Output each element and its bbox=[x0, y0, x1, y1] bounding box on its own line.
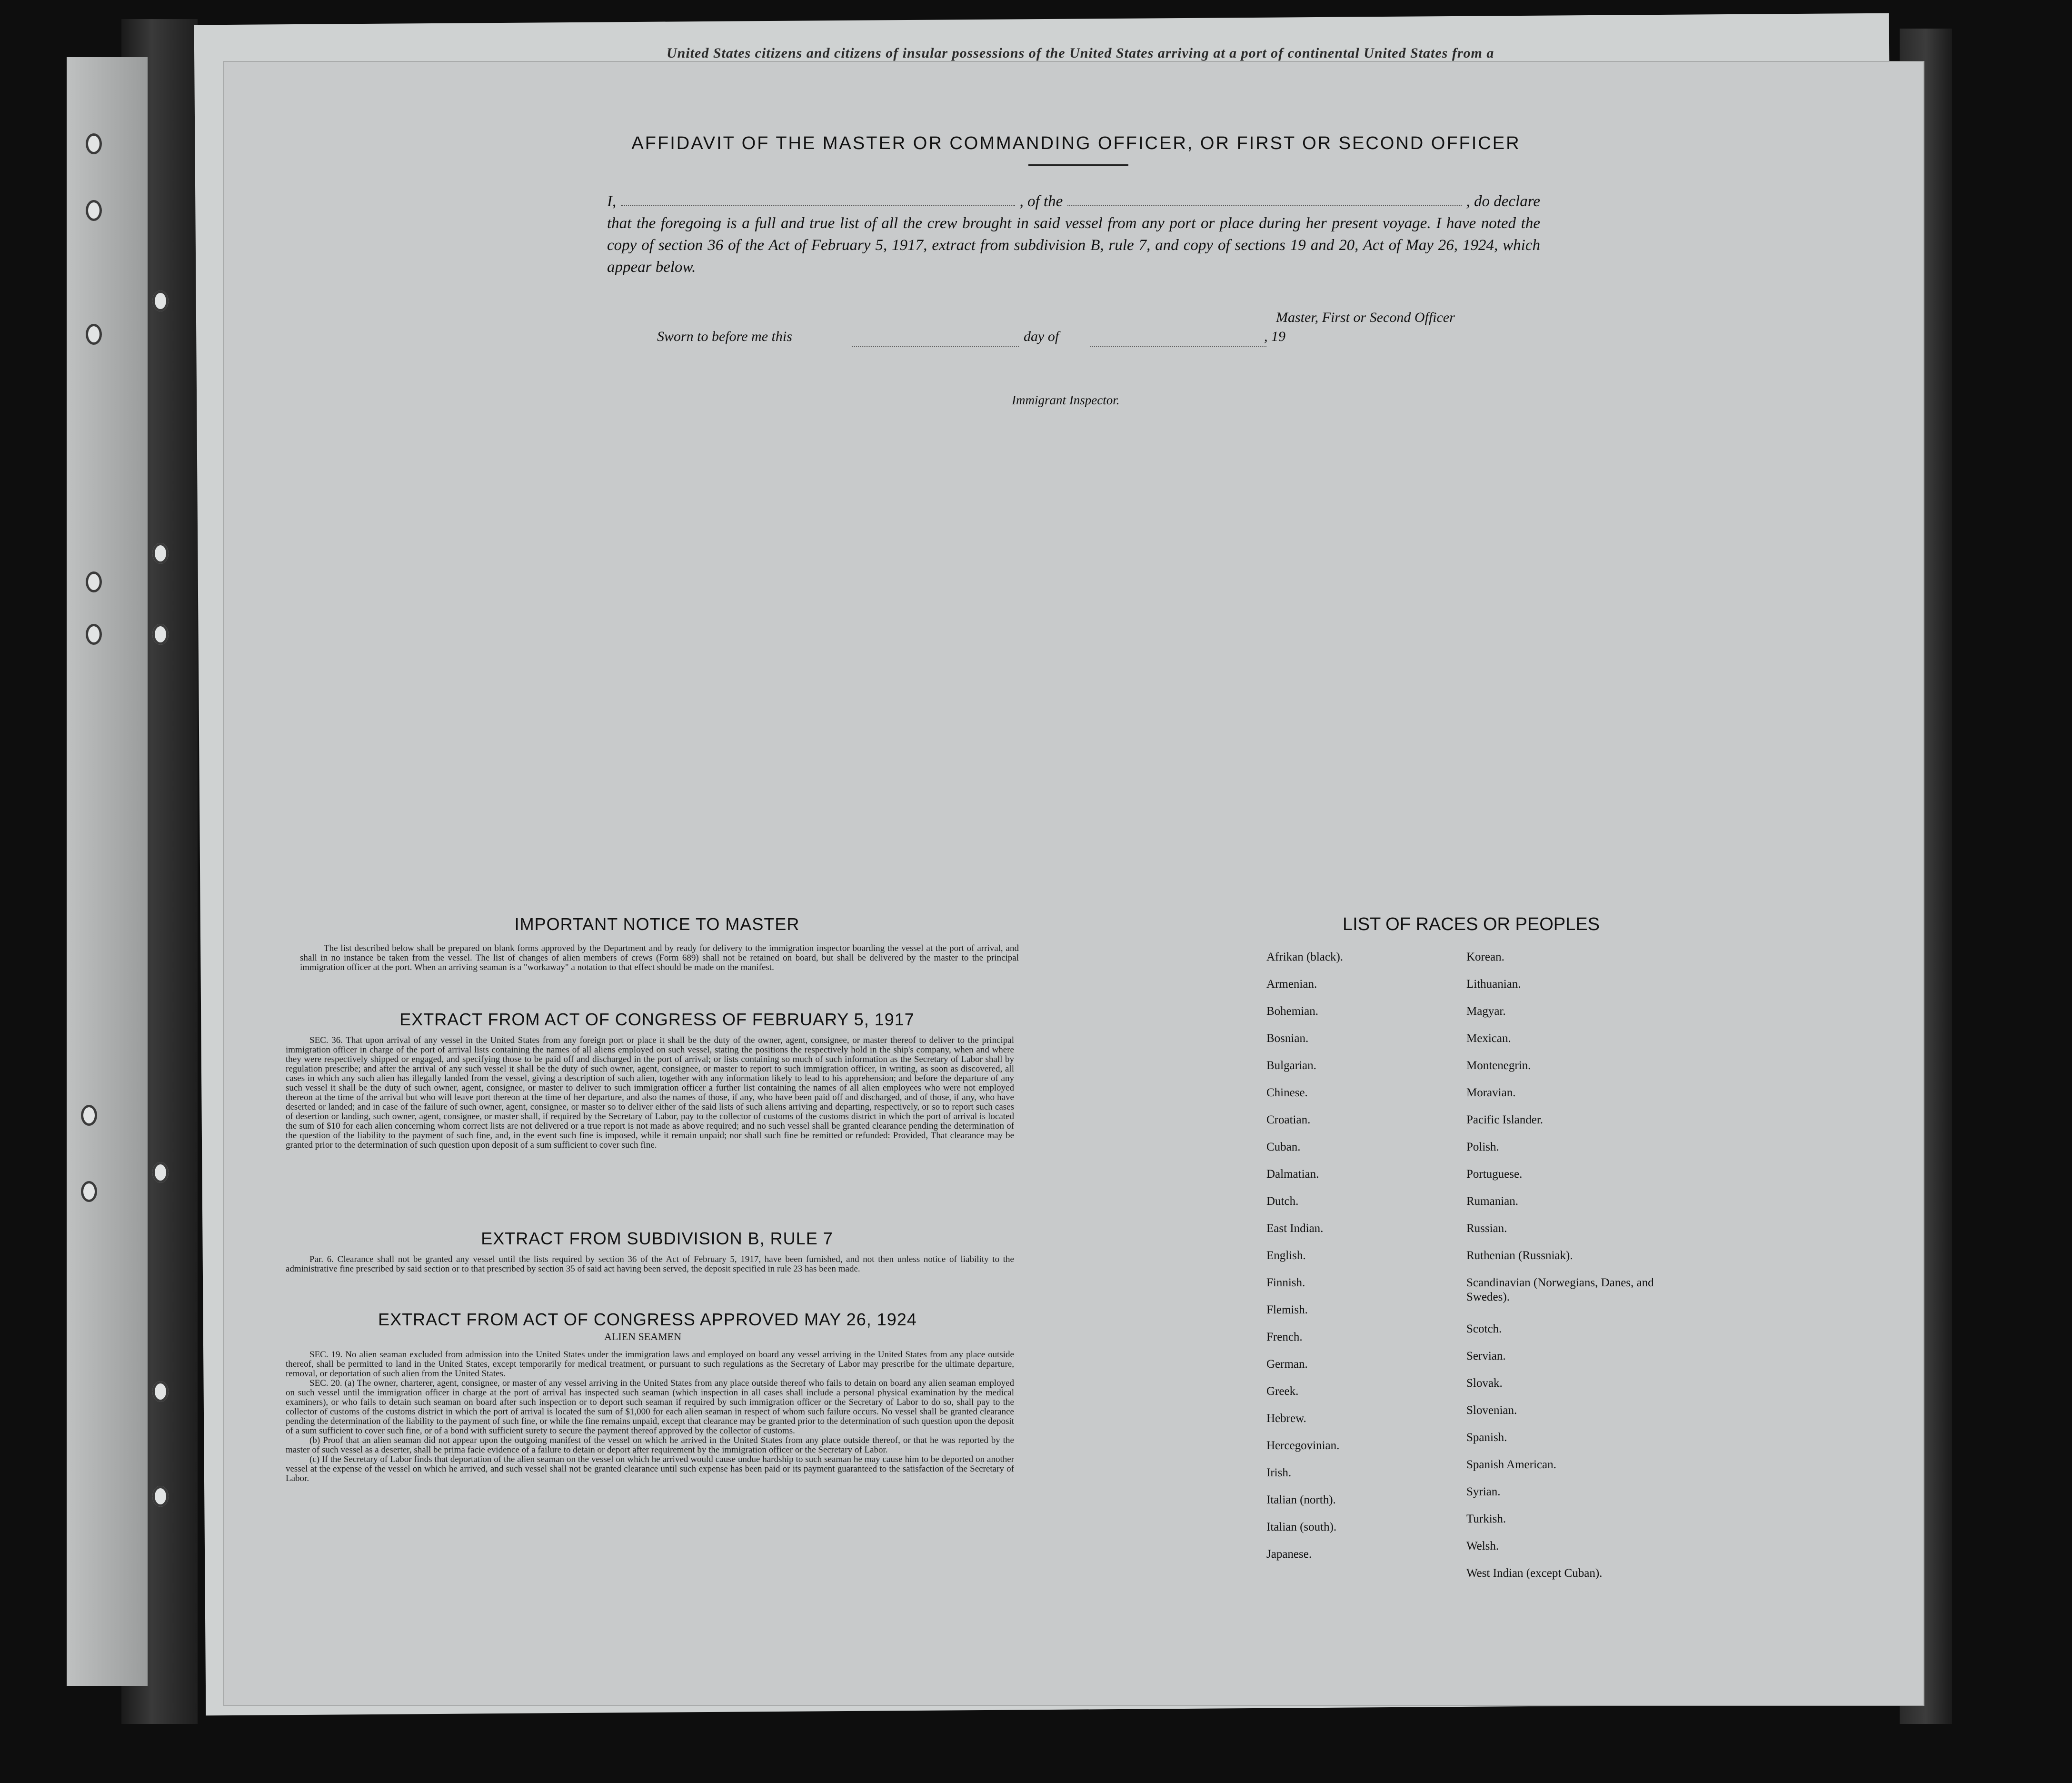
race-item: Flemish. bbox=[1266, 1303, 1308, 1316]
race-item: Chinese. bbox=[1266, 1086, 1308, 1099]
race-item: Cuban. bbox=[1266, 1141, 1301, 1153]
binder-hole-icon bbox=[86, 571, 102, 592]
binder-hole-icon bbox=[152, 1486, 169, 1507]
act-1924-sec20a: SEC. 20. (a) The owner, charterer, agent, consignee, or master of any vessel arriving in the United States from any place outside thereof who fails to detain on board any alien seaman employed on such vessel until the immigration officer in charge at the port of arrival has inspected such seaman (which inspection in all cases shall include a personal physical examination by the medical examiners), or who fails to detain such seaman on board after such inspection or to deport such seaman if required by such immigration officer or the Secretary of Labor to do so, shall pay to the collector of customs of the customs district in which the port of arrival is located the sum of $1,000 for each alien seaman in respect of whom such failure occurs. No vessel shall be granted clearance pending the determination of the liability to the payment of such fine, or while the fine remains unpaid, except that clearance may be granted prior to the determination of such question upon the deposit of a sum sufficient to cover such fine, or of a bond with sufficient surety to secure the payment thereof approved by the collector of customs. bbox=[286, 1378, 1014, 1436]
affidavit-declaration bbox=[607, 190, 1540, 278]
declaration-of-the: , of the bbox=[1019, 193, 1063, 210]
race-item: Turkish. bbox=[1466, 1513, 1506, 1525]
binder-hole-icon bbox=[152, 543, 169, 564]
race-item: Greek. bbox=[1266, 1385, 1299, 1398]
races-title: LIST OF RACES OR PEOPLES bbox=[1343, 914, 1600, 934]
binder-hole-icon bbox=[86, 624, 102, 645]
race-item: Magyar. bbox=[1466, 1005, 1506, 1018]
race-item: Korean. bbox=[1466, 951, 1504, 963]
race-item: Slovenian. bbox=[1466, 1404, 1517, 1417]
vessel-blank bbox=[1067, 196, 1461, 206]
month-blank bbox=[1090, 336, 1266, 347]
race-item: Afrikan (black). bbox=[1266, 951, 1344, 963]
races-column-2 bbox=[1466, 950, 1666, 1593]
race-item: French. bbox=[1266, 1331, 1303, 1343]
act-1924-subtitle: ALIEN SEAMEN bbox=[604, 1331, 681, 1342]
notice-text bbox=[300, 944, 1019, 972]
race-item: Syrian. bbox=[1466, 1485, 1501, 1498]
title-rule bbox=[1028, 164, 1128, 166]
act-1924-text bbox=[286, 1350, 1014, 1483]
act-1917-text bbox=[286, 1036, 1014, 1150]
rule-7-text bbox=[286, 1255, 1014, 1274]
race-item: Italian (north). bbox=[1266, 1493, 1336, 1506]
declaration-text: that the foregoing is a full and true list of all the crew brought in said vessel from any port or place during her present voyage. I have noted the copy of section 36 of the Act of February 5, 1917, extract from subdivision B, rule 7, and copy of sections 19 and 20, Act of May 26, 1924, which appear below. bbox=[607, 215, 1540, 276]
page-edge-left bbox=[67, 57, 148, 1686]
act-1924-sec20b: (b) Proof that an alien seaman did not appear upon the outgoing manifest of the vessel on which he arrived in the United States from any place outside thereof, or that he was reported by the master of such vessel as a deserter, shall be prima facie evidence of a failure to detain or deport after requirement by the immigration officer or the Secretary of Labor. bbox=[286, 1435, 1014, 1455]
race-item: East Indian. bbox=[1266, 1222, 1324, 1235]
act-1917-title: EXTRACT FROM ACT OF CONGRESS OF FEBRUARY 5, 1917 bbox=[399, 1010, 915, 1029]
binder-hole-icon bbox=[81, 1181, 97, 1202]
race-item: Mexican. bbox=[1466, 1032, 1511, 1045]
day-of-label: day of bbox=[1024, 329, 1059, 344]
race-item: Scandinavian (Norwegians, Danes, and Swedes). bbox=[1466, 1276, 1654, 1303]
binder-hole-icon bbox=[152, 290, 169, 311]
binder-hole-icon bbox=[86, 133, 102, 154]
rule-7-title: EXTRACT FROM SUBDIVISION B, RULE 7 bbox=[481, 1229, 833, 1248]
binder-hole-icon bbox=[86, 324, 102, 345]
sworn-label: Sworn to before me this bbox=[657, 329, 792, 344]
race-item: Armenian. bbox=[1266, 978, 1317, 991]
race-item: West Indian (except Cuban). bbox=[1466, 1567, 1603, 1580]
binder-hole-icon bbox=[81, 1105, 97, 1126]
act-1924-title: EXTRACT FROM ACT OF CONGRESS APPROVED MAY 26, 1924 bbox=[378, 1310, 917, 1329]
race-item: Slovak. bbox=[1466, 1377, 1503, 1390]
binder-hole-icon bbox=[152, 624, 169, 645]
race-item: Finnish. bbox=[1266, 1276, 1305, 1289]
inspector-label: Immigrant Inspector. bbox=[1012, 393, 1120, 407]
race-item: Russian. bbox=[1466, 1222, 1507, 1235]
race-item: Scotch. bbox=[1466, 1322, 1502, 1335]
affidavit-title: AFFIDAVIT OF THE MASTER OR COMMANDING OFFICER, OR FIRST OR SECOND OFFICER bbox=[631, 133, 1521, 153]
race-item: Polish. bbox=[1466, 1141, 1499, 1153]
race-item: Bosnian. bbox=[1266, 1032, 1309, 1045]
race-item: Montenegrin. bbox=[1466, 1059, 1531, 1072]
notice-title: IMPORTANT NOTICE TO MASTER bbox=[514, 914, 800, 934]
name-blank bbox=[621, 196, 1015, 206]
race-item: Spanish. bbox=[1466, 1431, 1507, 1444]
year-label: , 19 bbox=[1264, 329, 1285, 344]
declaration-i: I, bbox=[607, 193, 617, 210]
race-item: Servian. bbox=[1466, 1350, 1506, 1362]
binder-hole-icon bbox=[86, 200, 102, 221]
sworn-day-blank bbox=[852, 336, 1019, 347]
notice-body: The list described below shall be prepared on blank forms approved by the Department and by ready for delivery to the immigration inspector boarding the vessel at the port of arrival, and shall in no instance be taken from the vessel. The list of changes of alien members of crews (Form 689) shall not be retained on board, but shall be delivered by the master to the principal immigration officer at the port. When an arriving seaman is a "workaway" a notation to that effect should be made on the manifest. bbox=[300, 943, 1019, 972]
binder-hole-icon bbox=[152, 1162, 169, 1183]
race-item: Lithuanian. bbox=[1466, 978, 1521, 991]
race-item: Hercegovinian. bbox=[1266, 1439, 1340, 1452]
act-1924-sec19: SEC. 19. No alien seaman excluded from admission into the United States under the immigration laws and employed on board any vessel arriving in the United States from any place outside thereof, shall be permitted to land in the United States, except temporarily for medical treatment, or pursuant to such regulations as the Secretary of Labor may prescribe for the ultimate departure, removal, or deportation of such alien from the United States. bbox=[286, 1350, 1014, 1379]
race-item: Hebrew. bbox=[1266, 1412, 1306, 1425]
underlying-page-header: United States citizens and citizens of insular possessions of the United States arriving at a port of continental United States from a bbox=[667, 45, 1494, 61]
act-1917-body: SEC. 36. That upon arrival of any vessel in the United States from any foreign port or place it shall be the duty of the owner, agent, consignee, or master thereof to deliver to the principal immigration officer in charge of the port of arrival lists containing the names of all aliens employed on such vessel, stating the positions the respectively hold in the ship's company, when and where they were respectively shipped or engaged, and specifying those to be paid off and discharged in the port of arrival; or lists containing so much of such information as the Secretary of Labor shall by regulation prescribe; and after the arrival of any such vessel it shall be the duty of such owner, agent, consignee, or master to report to such immigration officer, in writing, as soon as discovered, all cases in which any such alien has illegally landed from the vessel, giving a description of such alien, together with any information likely to lead to his apprehension; and before the departure of any such vessel it shall be the duty of such owner, agent, consignee, or master to deliver to such immigration officer a further list containing the names of all alien employees who were not employed thereon at the time of the arrival but who will leave port thereon at the time of her departure, and also the names of those, if any, who have been paid off and discharged, and of those, if any, who have deserted or landed; and in case of the failure of such owner, agent, consignee, or master so to deliver either of the said lists of such aliens arriving and departing, respectively, or so to report such cases of desertion or landing, such owner, agent, consignee, or master shall, if required by the Secretary of Labor, pay to the collector of customs of the customs district in which the port of arrival is located the sum of $10 for each alien concerning whom correct lists are not delivered or a true report is not made as above required; and no such vessel shall be granted clearance pending the determination of the question of the liability to the payment of such fine, and, in the event such fine is imposed, while it remain unpaid; nor shall such fine be remitted or refunded: Provided, That clearance may be granted prior to the determination of such question upon deposit of a sum sufficient to cover such fine. bbox=[286, 1035, 1014, 1150]
master-signature-label: Master, First or Second Officer bbox=[1276, 310, 1455, 325]
act-1924-sec20c: (c) If the Secretary of Labor finds that deportation of the alien seaman on the vessel on which he arrived would cause undue hardship to such seaman he may cause him to be deported on another vessel at the expense of the vessel on which he arrived, and such vessel shall not be granted clearance until such expense has been paid or its payment guaranteed to the satisfaction of the Secretary of Labor. bbox=[286, 1454, 1014, 1483]
race-item: Irish. bbox=[1266, 1466, 1292, 1479]
race-item: Croatian. bbox=[1266, 1113, 1311, 1126]
race-item: Spanish American. bbox=[1466, 1458, 1556, 1471]
rule-7-body: Par. 6. Clearance shall not be granted any vessel until the lists required by section 36 of the Act of February 5, 1917, have been furnished, and not then unless notice of liability to the administrative fine prescribed by said section or to that prescribed by section 35 of said act having been served, the deposit specified in rule 23 has been made. bbox=[286, 1254, 1014, 1274]
race-item: Bulgarian. bbox=[1266, 1059, 1316, 1072]
races-column-1 bbox=[1266, 950, 1457, 1574]
race-item: Welsh. bbox=[1466, 1540, 1499, 1553]
race-item: Ruthenian (Russniak). bbox=[1466, 1249, 1573, 1262]
race-item: Pacific Islander. bbox=[1466, 1113, 1544, 1126]
declaration-do-declare: , do declare bbox=[1466, 193, 1540, 210]
race-item: Moravian. bbox=[1466, 1086, 1516, 1099]
race-item: Bohemian. bbox=[1266, 1005, 1319, 1018]
race-item: Japanese. bbox=[1266, 1548, 1312, 1561]
race-item: Dutch. bbox=[1266, 1195, 1299, 1208]
race-item: German. bbox=[1266, 1358, 1308, 1371]
binder-hole-icon bbox=[152, 1381, 169, 1402]
race-item: Rumanian. bbox=[1466, 1195, 1519, 1208]
race-item: English. bbox=[1266, 1249, 1306, 1262]
race-item: Portuguese. bbox=[1466, 1168, 1523, 1181]
race-item: Dalmatian. bbox=[1266, 1168, 1319, 1181]
race-item: Italian (south). bbox=[1266, 1521, 1337, 1533]
